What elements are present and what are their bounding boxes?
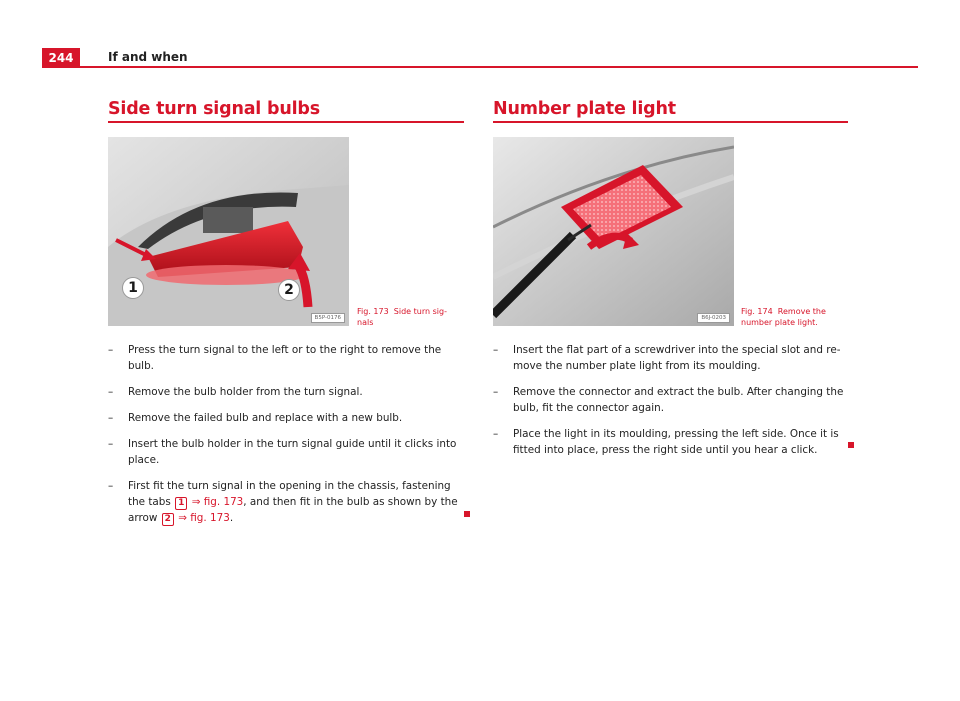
list-marker: – xyxy=(108,412,114,424)
tab-label-box: 1 xyxy=(175,497,187,510)
figure-ref-link[interactable]: ⇒ fig. 173 xyxy=(191,496,244,508)
list-item xyxy=(108,384,464,400)
page-number: 244 xyxy=(42,48,80,68)
steps-list-right xyxy=(493,342,848,468)
step-text: Press the turn signal to the left or to the right to remove the bulb. xyxy=(128,344,442,372)
list-marker: – xyxy=(108,480,114,492)
step-text xyxy=(128,480,458,524)
steps-list-left xyxy=(108,342,464,536)
list-marker: – xyxy=(493,386,499,398)
step-text: Remove the connector and extract the bulb. After changing the bulb, fit the connector again. xyxy=(513,386,844,414)
figure-number-plate-light xyxy=(493,137,734,326)
step-text-part: First fit the turn signal in the opening in the chassis, fastening the tabs xyxy=(128,480,451,508)
step-text: Insert the bulb holder in the turn signal guide until it clicks into place. xyxy=(128,438,457,466)
side-turn-signal-illustration xyxy=(108,137,349,326)
figure-caption-173 xyxy=(357,306,449,328)
caption-label: Fig. 173 xyxy=(357,307,389,316)
step-text: Insert the flat part of a screwdriver into the special slot and re-move the number plate light from its moulding. xyxy=(513,344,841,372)
step-text: Place the light in its moulding, pressing the left side. Once it is fitted into place, press the right side until you hear a click. xyxy=(513,428,839,456)
caption-text: Remove the number plate light. xyxy=(741,307,826,327)
list-marker: – xyxy=(108,344,114,356)
step-text: Remove the bulb holder from the turn signal. xyxy=(128,386,363,398)
section-rule-right xyxy=(493,121,848,123)
list-item xyxy=(108,436,464,468)
running-head: If and when xyxy=(108,50,188,64)
figure-side-turn-signal xyxy=(108,137,349,326)
list-item xyxy=(108,342,464,374)
list-marker: – xyxy=(108,386,114,398)
figure-ref-link[interactable]: ⇒ fig. 173 xyxy=(178,512,230,524)
figure-caption-174 xyxy=(741,306,833,328)
step-text-part: , and then fit in the bulb as shown by the arrow xyxy=(128,496,458,524)
figure-code: B6J-0203 xyxy=(697,313,730,323)
figure-code: B5P-0176 xyxy=(311,313,345,323)
step-text-part: . xyxy=(229,512,234,524)
arrow-label-box: 2 xyxy=(162,513,174,526)
list-item xyxy=(493,342,848,374)
section-title-number-plate-light: Number plate light xyxy=(493,99,676,119)
list-marker: – xyxy=(108,438,114,450)
section-end-marker xyxy=(848,442,854,448)
caption-label: Fig. 174 xyxy=(741,307,773,316)
section-rule-left xyxy=(108,121,464,123)
list-marker: – xyxy=(493,428,499,440)
header-rule xyxy=(42,66,918,68)
number-plate-light-illustration xyxy=(493,137,734,326)
section-title-side-turn-signal: Side turn signal bulbs xyxy=(108,99,320,119)
list-item xyxy=(108,478,464,526)
list-item xyxy=(108,410,464,426)
callout-1: 1 xyxy=(122,277,144,299)
step-text: Remove the failed bulb and replace with a new bulb. xyxy=(128,412,403,424)
caption-text: Side turn sig-nals xyxy=(357,307,447,327)
list-marker: – xyxy=(493,344,499,356)
section-end-marker xyxy=(464,511,470,517)
callout-2: 2 xyxy=(278,279,300,301)
list-item xyxy=(493,426,848,458)
list-item xyxy=(493,384,848,416)
